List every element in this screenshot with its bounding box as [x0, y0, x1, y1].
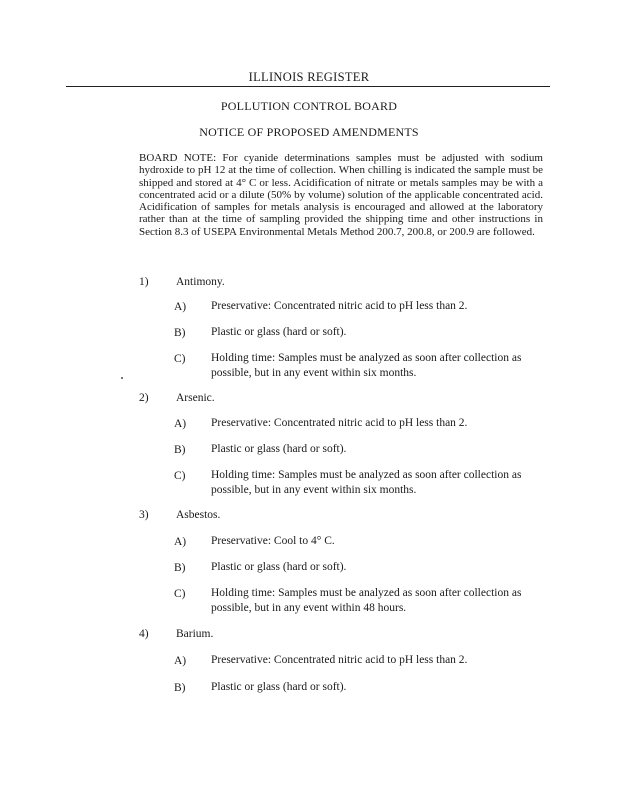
item-letter: C) — [174, 470, 186, 482]
item-text: Preservative: Cool to 4° C. — [211, 535, 335, 547]
item-letter: A) — [174, 301, 187, 313]
item-text: Preservative: Concentrated nitric acid to pH less than 2. — [211, 417, 468, 429]
item-text: Plastic or glass (hard or soft). — [211, 326, 347, 338]
section-title-asbestos: Asbestos. — [176, 509, 221, 521]
board-note: BOARD NOTE: For cyanide determinations samples must be adjusted with sodium hydroxide to pH 12 at the time of collection. When chilling is indicated the sample must be shipped and stored at 4° C or less. Acidification of nitrate or metals samples may be with a concentrated acid or a dilute (50% by volume) solution of the applicable concentrated acid. Acidification of samples for metals analysis is encouraged and allowed at the laboratory rather than at the time of sampling provided the shipping time and other instructions in Section 8.3 of USEPA Environmental Metals Method 200.7, 200.8, or 200.9 are followed. — [139, 152, 543, 238]
section-number: 2) — [139, 392, 149, 404]
item-letter: B) — [174, 562, 186, 574]
scan-speck — [121, 377, 123, 379]
section-number: 1) — [139, 276, 149, 288]
item-text: Holding time: Samples must be analyzed as soon after collection as possible, but in any event within six months. — [211, 469, 522, 496]
register-title: ILLINOIS REGISTER — [248, 70, 370, 84]
section-number: 3) — [139, 509, 149, 521]
item-text: Holding time: Samples must be analyzed as soon after collection as possible, but in any event within six months. — [211, 352, 522, 379]
board-heading: POLLUTION CONTROL BOARD — [220, 99, 398, 113]
item-text: Plastic or glass (hard or soft). — [211, 561, 347, 573]
item-letter: A) — [174, 536, 187, 548]
item-letter: B) — [174, 327, 186, 339]
item-text: Plastic or glass (hard or soft). — [211, 443, 347, 455]
item-letter: A) — [174, 655, 187, 667]
item-letter: C) — [174, 353, 186, 365]
item-text: Plastic or glass (hard or soft). — [211, 681, 347, 693]
section-title-barium: Barium. — [176, 628, 214, 640]
item-letter: B) — [174, 444, 186, 456]
item-text: Preservative: Concentrated nitric acid to pH less than 2. — [211, 300, 468, 312]
item-text: Holding time: Samples must be analyzed as soon after collection as possible, but in any event within 48 hours. — [211, 587, 522, 614]
header-rule — [66, 86, 550, 87]
item-text: Preservative: Concentrated nitric acid to pH less than 2. — [211, 654, 468, 666]
notice-heading: NOTICE OF PROPOSED AMENDMENTS — [199, 125, 419, 139]
section-title-arsenic: Arsenic. — [176, 392, 215, 404]
item-letter: B) — [174, 682, 186, 694]
section-number: 4) — [139, 628, 149, 640]
item-letter: A) — [174, 418, 187, 430]
item-letter: C) — [174, 588, 186, 600]
section-title-antimony: Antimony. — [176, 276, 225, 288]
